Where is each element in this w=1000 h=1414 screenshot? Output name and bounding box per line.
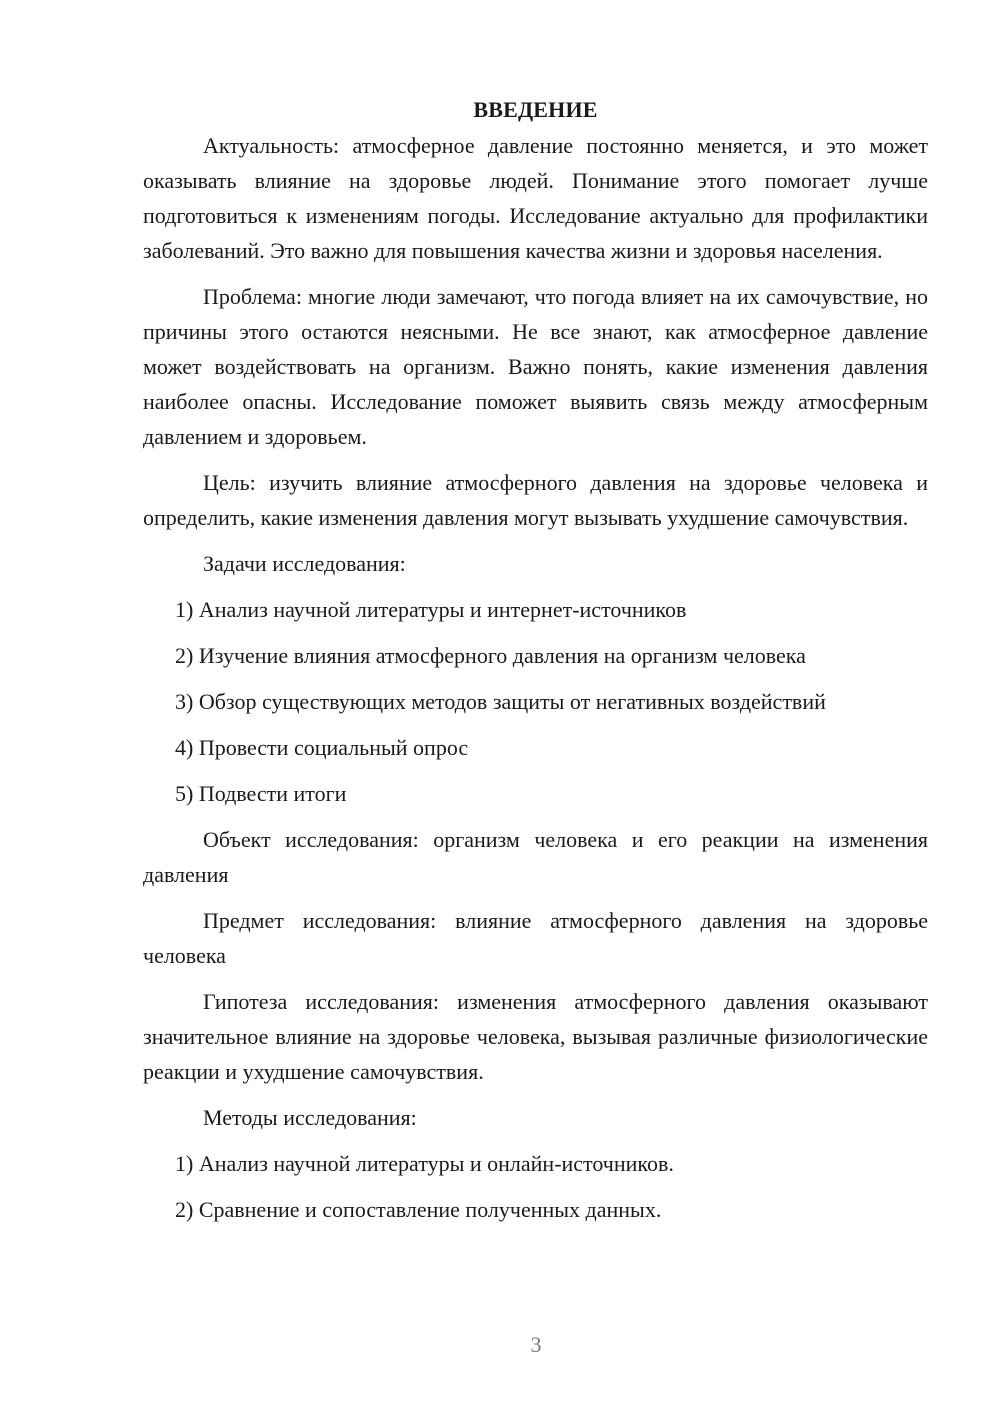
relevance-paragraph: Актуальность: атмосферное давление постоянно меняется, и это может оказывать влияние на здоровье людей. Понимание этого помогает лучше подготовиться к изменениям погоды. Исследование актуально для профилактики заболеваний. Это важно для повышения качества жизни и здоровья населения. — [143, 133, 928, 263]
object-paragraph: Объект исследования: организм человека и его реакции на изменения давления — [143, 827, 928, 887]
list-item: 1) Анализ научной литературы и интернет-источников — [175, 597, 687, 622]
tasks-heading: Задачи исследования: — [203, 551, 406, 576]
list-item: 2) Сравнение и сопоставление полученных данных. — [175, 1197, 662, 1222]
methods-list — [143, 1146, 928, 1227]
list-item: 4) Провести социальный опрос — [175, 735, 469, 760]
subject-paragraph: Предмет исследования: влияние атмосферного давления на здоровье человека — [143, 908, 928, 968]
problem-paragraph: Проблема: многие люди замечают, что погода влияет на их самочувствие, но причины этого остаются неясными. Не все знают, как атмосферное давление может воздействовать на организм. Важно понять, какие изменения давления наиболее опасны. Исследование поможет выявить связь между атмосферным давлением и здоровьем. — [143, 284, 928, 449]
document-page — [143, 92, 928, 1238]
list-item: 2) Изучение влияния атмосферного давления на организм человека — [175, 643, 806, 668]
goal-paragraph: Цель: изучить влияние атмосферного давления на здоровье человека и определить, какие изменения давления могут вызывать ухудшение самочувствия. — [143, 470, 928, 530]
list-item: 5) Подвести итоги — [175, 781, 347, 806]
hypothesis-paragraph: Гипотеза исследования: изменения атмосферного давления оказывают значительное влияние на здоровье человека, вызывая различные физиологические реакции и ухудшение самочувствия. — [143, 989, 928, 1084]
methods-heading: Методы исследования: — [203, 1105, 417, 1130]
list-item: 1) Анализ научной литературы и онлайн-источников. — [175, 1151, 674, 1176]
tasks-list — [143, 592, 928, 811]
page-title: ВВЕДЕНИЕ — [473, 97, 598, 122]
page-number: 3 — [530, 1332, 542, 1357]
list-item: 3) Обзор существующих методов защиты от негативных воздействий — [175, 689, 826, 714]
